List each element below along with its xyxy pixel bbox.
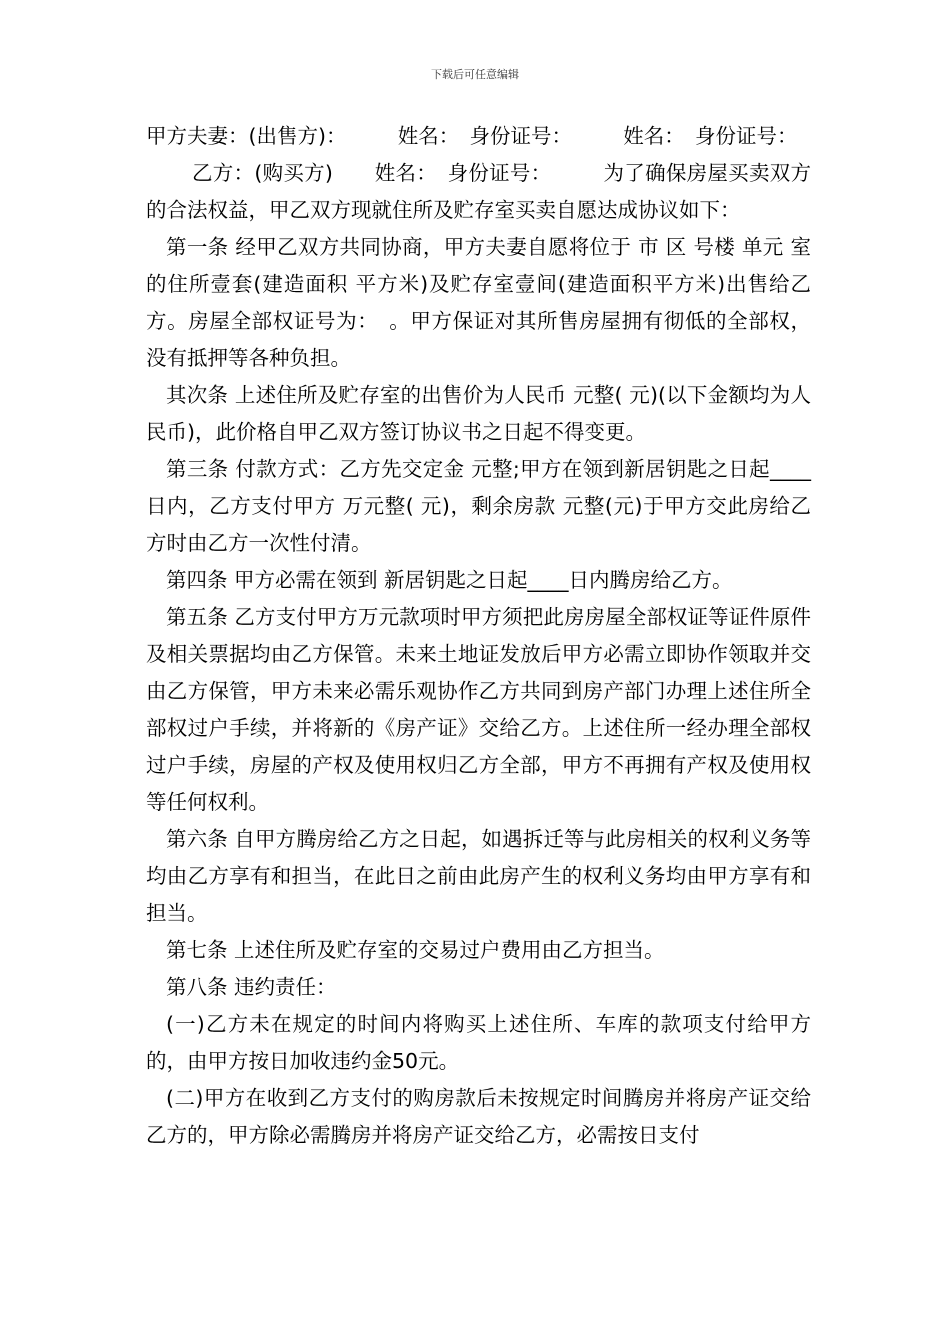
document-body [146,118,811,1154]
article-2: 其次条 上述住所及贮存室的出售价为人民币 元整( 元)(以下金额均为人民币)，此价格自甲乙双方签订协议书之日起不得变更。 [146,383,811,444]
article-6: 第六条 自甲方腾房给乙方之日起，如遇拆迁等与此房相关的权利义务等均由乙方享有和担当，在此日之前由此房产生的权利义务均由甲方享有和担当。 [146,827,811,925]
article-8-clause-1: (一)乙方未在规定的时间内将购买上述住所、车库的款项支付给甲方的，由甲方按日加收违约金50元。 [146,1012,811,1073]
page-header: 下载后可任意编辑 [431,68,519,81]
party-b-intro: 乙方：(购买方) 姓名： 身份证号： 为了确保房屋买卖双方的合法权益，甲乙双方现就住所及贮存室买卖自愿达成协议如下： [146,161,811,222]
article-8-clause-2: (二)甲方在收到乙方支付的购房款后未按规定时间腾房并将房产证交给乙方的，甲方除必需腾房并将房产证交给乙方，必需按日支付 [146,1086,811,1147]
article-7: 第七条 上述住所及贮存室的交易过户费用由乙方担当。 [166,938,665,962]
article-5: 第五条 乙方支付甲方万元款项时甲方须把此房房屋全部权证等证件原件及相关票据均由乙方保管。未来土地证发放后甲方必需立即协作领取并交由乙方保管，甲方未来必需乐观协作乙方共同到房产部门办理上述住所全部权过户手续，并将新的《房产证》交给乙方。上述住所一经办理全部权过户手续，房屋的产权及使用权归乙方全部，甲方不再拥有产权及使用权等任何权利。 [146,605,811,814]
article-4: 第四条 甲方必需在领到 新居钥匙之日起____日内腾房给乙方。 [166,568,733,592]
article-3: 第三条 付款方式：乙方先交定金 元整;甲方在领到新居钥匙之日起____日内，乙方支付甲方 万元整( 元)，剩余房款 元整(元)于甲方交此房给乙方时由乙方一次性付清。 [146,457,811,555]
article-8: 第八条 违约责任： [166,975,337,999]
party-a-line: 甲方夫妻：(出售方)： 姓名： 身份证号： 姓名： 身份证号： [146,124,798,148]
article-1: 第一条 经甲乙双方共同协商，甲方夫妻自愿将位于 市 区 号楼 单元 室的住所壹套(建造面积 平方米)及贮存室壹间(建造面积平方米)出售给乙方。房屋全部权证号为： 。甲方保证对其所售房屋拥有彻低的全部权，没有抵押等各种负担。 [146,235,811,370]
